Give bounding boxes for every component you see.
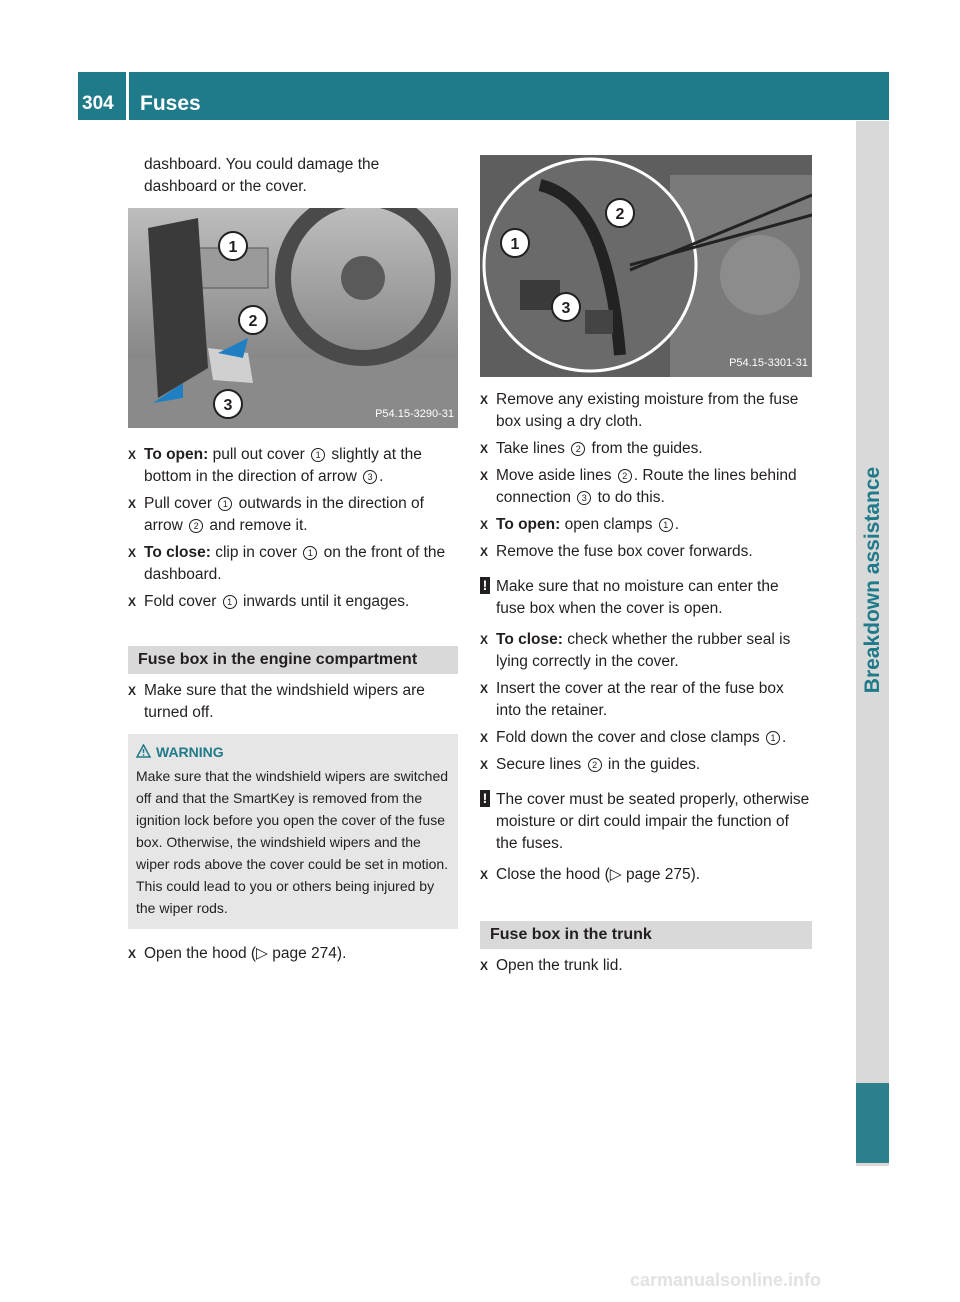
callout-ref: 2 — [571, 442, 585, 456]
svg-text:2: 2 — [248, 313, 258, 330]
warning-title — [136, 741, 450, 763]
callout-1 — [501, 229, 529, 257]
callout-ref: 1 — [311, 448, 325, 462]
step-bold: To open: — [144, 446, 209, 463]
step — [480, 541, 812, 563]
step — [480, 514, 812, 536]
step-text: Secure lines — [496, 756, 586, 773]
step-text: in the guides. — [603, 756, 701, 773]
step — [128, 591, 458, 613]
step-text: Pull cover — [144, 495, 217, 512]
step-marker: X — [128, 595, 137, 609]
step-text: . — [674, 516, 680, 533]
step-text: Take lines — [496, 440, 570, 457]
step-marker: X — [128, 497, 137, 511]
step-text: Open the hood (▷ page 274). — [144, 945, 347, 962]
callout-3 — [214, 390, 242, 418]
step-text: Remove any existing moisture from the fuse box using a dry cloth. — [496, 391, 799, 430]
step — [480, 465, 812, 509]
step-text: clip in cover — [210, 544, 302, 561]
step-marker: X — [480, 545, 489, 559]
intro-line: dashboard. You could damage the — [144, 156, 380, 173]
section-heading: Fuse box in the engine compartment — [128, 646, 458, 674]
step — [128, 493, 458, 537]
step-text: inwards until it engages. — [238, 593, 410, 610]
step-text: Close the hood (▷ page 275). — [496, 866, 701, 883]
step-marker: X — [128, 448, 137, 462]
step — [480, 955, 812, 977]
step-bold: To close: — [144, 544, 211, 561]
step-marker: X — [480, 868, 489, 882]
step-marker: X — [128, 947, 137, 961]
step-marker: X — [128, 546, 137, 560]
side-tab-label: Breakdown assistance — [860, 466, 884, 694]
callout-ref: 3 — [577, 491, 591, 505]
step-text: to do this. — [593, 489, 665, 506]
step-marker: X — [480, 518, 489, 532]
step-text: . — [781, 729, 787, 746]
svg-text:2: 2 — [615, 206, 625, 223]
step-text: slightly at the bottom in the direction of arrow — [144, 446, 422, 485]
step-text: from the guides. — [587, 440, 703, 457]
step-text: open clamps — [560, 516, 657, 533]
callout-ref: 1 — [303, 546, 317, 560]
caution-icon: ! — [480, 790, 490, 807]
step — [128, 680, 458, 724]
step — [480, 389, 812, 433]
caution-icon: ! — [480, 577, 490, 594]
step — [480, 678, 812, 722]
step-marker: X — [480, 633, 489, 647]
step — [480, 727, 812, 749]
figure-code: P54.15-3301-31 — [729, 357, 808, 369]
watermark: carmanualsonline.info — [630, 1270, 822, 1290]
step-marker: X — [128, 684, 137, 698]
step-text: outwards in the direction of arrow — [144, 495, 424, 534]
step-text: Move aside lines — [496, 467, 616, 484]
warning-text: Make sure that the windshield wipers are switched off and that the SmartKey is removed from the ignition lock before you open the cover of the fuse box. Otherwise, the windshield wipers and the wiper rods above the cover could be set in motion. This could lead to you or others being injured by the wiper rods. — [136, 768, 449, 916]
engine-compartment-illustration — [480, 155, 812, 377]
dashboard-illustration — [128, 208, 458, 428]
step-text: . Route the lines behind connection — [496, 467, 797, 506]
figure-code: P54.15-3290-31 — [375, 408, 454, 420]
step-text: . — [379, 468, 384, 485]
section-heading: Fuse box in the trunk — [480, 921, 812, 949]
callout-ref: 1 — [223, 595, 237, 609]
note-text: Make sure that no moisture can enter the fuse box when the cover is open. — [496, 578, 779, 617]
step-marker: X — [480, 682, 489, 696]
step-marker: X — [480, 469, 489, 483]
callout-ref: 1 — [766, 731, 780, 745]
step-marker: X — [480, 442, 489, 456]
step-text: pull out cover — [208, 446, 310, 463]
callout-ref: 1 — [659, 518, 673, 532]
page-title: Fuses — [140, 92, 201, 115]
callout-ref: 3 — [363, 470, 377, 484]
step-text: Open the trunk lid. — [496, 957, 623, 974]
step-marker: X — [480, 758, 489, 772]
step — [128, 444, 458, 488]
callout-3 — [552, 293, 580, 321]
left-column — [128, 154, 458, 970]
step-bold: To open: — [496, 516, 561, 533]
svg-text:1: 1 — [510, 236, 520, 253]
step-text: Make sure that the windshield wipers are turned off. — [144, 682, 425, 721]
page-header — [78, 72, 889, 120]
step-text: Insert the cover at the rear of the fuse box into the retainer. — [496, 680, 784, 719]
svg-text:3: 3 — [561, 300, 571, 317]
warning-box — [128, 734, 458, 929]
svg-text:1: 1 — [228, 239, 238, 256]
side-tab — [856, 445, 889, 715]
header-separator — [126, 72, 129, 120]
step — [480, 754, 812, 776]
step-bold: To close: — [496, 631, 563, 648]
step — [128, 943, 458, 965]
svg-text:3: 3 — [223, 397, 233, 414]
side-tab-marker — [856, 1083, 889, 1163]
step-text: Fold cover — [144, 593, 221, 610]
callout-2 — [606, 199, 634, 227]
note-text: The cover must be seated properly, otherwise moisture or dirt could impair the function of the fuses. — [496, 791, 810, 852]
warning-label: WARNING — [156, 744, 224, 760]
step — [480, 629, 812, 673]
engine-fusebox-figure — [480, 155, 812, 377]
step-marker: X — [480, 959, 489, 973]
caution-note — [480, 576, 812, 620]
step — [480, 864, 812, 886]
step-text: on the front of the dashboard. — [144, 544, 446, 583]
step — [480, 438, 812, 460]
callout-ref: 2 — [189, 519, 203, 533]
callout-1 — [219, 232, 247, 260]
caution-note — [480, 789, 812, 855]
intro-text — [144, 154, 458, 198]
callout-ref: 2 — [618, 469, 632, 483]
dashboard-cover-figure — [128, 208, 458, 428]
step-text: and remove it. — [205, 517, 308, 534]
callout-2 — [239, 306, 267, 334]
callout-ref: 2 — [588, 758, 602, 772]
page-number: 304 — [82, 93, 114, 114]
step-text: check whether the rubber seal is lying correctly in the cover. — [496, 631, 791, 670]
step — [128, 542, 458, 586]
callout-ref: 1 — [218, 497, 232, 511]
step-marker: X — [480, 393, 489, 407]
intro-line: dashboard or the cover. — [144, 178, 307, 195]
warning-triangle-icon — [136, 744, 151, 758]
step-marker: X — [480, 731, 489, 745]
step-text: Remove the fuse box cover forwards. — [496, 543, 753, 560]
step-text: Fold down the cover and close clamps — [496, 729, 764, 746]
right-column — [480, 155, 812, 982]
